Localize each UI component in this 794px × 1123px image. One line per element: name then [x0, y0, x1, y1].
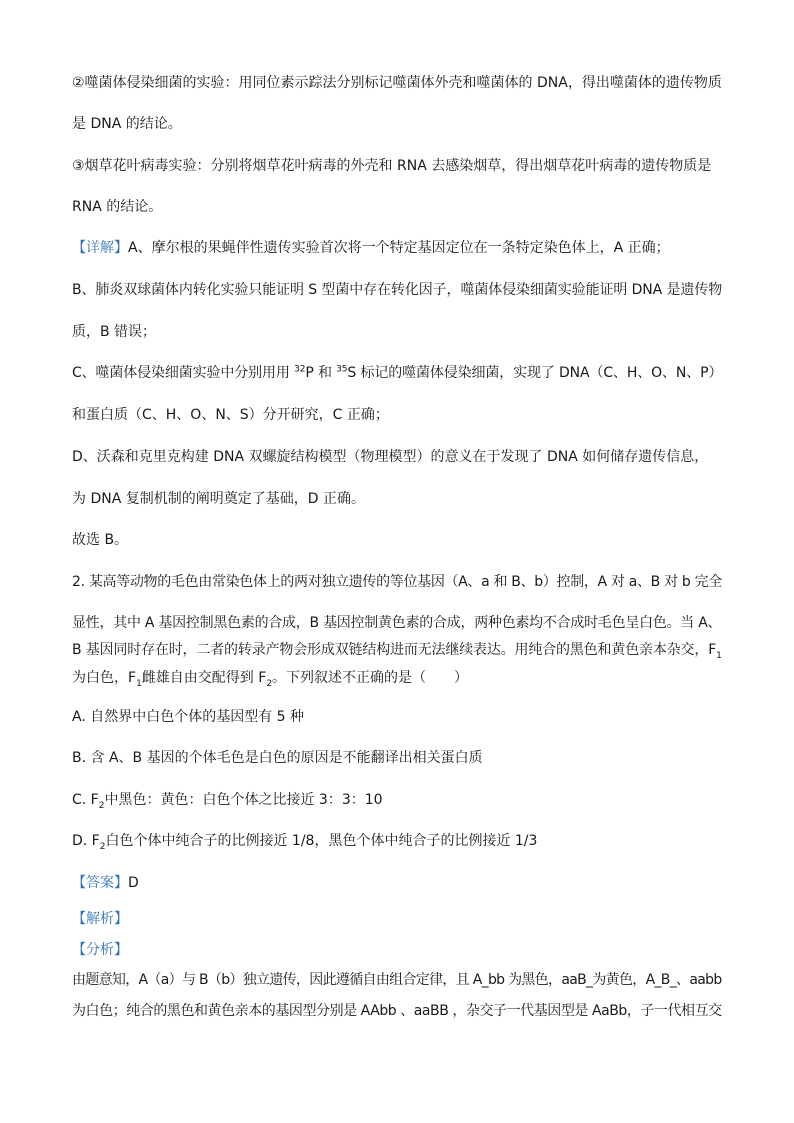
subscript: 1 — [716, 650, 722, 661]
text-line: 是 DNA 的结论。 — [72, 116, 182, 132]
text-line: ②噬菌体侵染细菌的实验：用同位素示踪法分别标记噬菌体外壳和噬菌体的 DNA，得出噬菌体的遗传物质 — [72, 75, 722, 91]
text-span: P 和 — [305, 365, 337, 381]
text-span: S 标记的噬菌体侵染细菌，实现了 DNA（C、H、O、N、P） — [347, 365, 723, 381]
text-span: A、摩尔根的果蝇伴性遗传实验首次将一个特定基因定位在一条特定染色体上，A 正确； — [128, 240, 670, 256]
text-span: C. F — [72, 792, 99, 808]
subscript: 2 — [266, 678, 273, 689]
text-span: 为白色，F — [72, 670, 137, 686]
text-span: 。下列叙述不正确的是（ ） — [272, 670, 469, 686]
option-a: A. 自然界中白色个体的基因型有 5 种 — [72, 709, 305, 725]
option-d — [72, 832, 537, 850]
subscript: 1 — [136, 678, 142, 689]
question-line: 2. 某高等动物的毛色由常染色体上的两对独立遗传的等位基因（A、a 和 B、b）控制，A 对 a、B 对 b 完全 — [72, 574, 722, 590]
text-span: C、噬菌体侵染细菌实验中分别用用 — [72, 365, 295, 381]
subscript: 2 — [98, 800, 105, 811]
superscript: 32 — [294, 364, 306, 375]
superscript: 35 — [336, 364, 348, 375]
question-line — [72, 641, 722, 659]
text-span: 雌雄自由交配得到 F — [141, 670, 267, 686]
detail-label: 【详解】 — [72, 240, 128, 256]
answer-line — [72, 874, 139, 892]
text-span: 白色个体中纯合子的比例接近 1/8，黑色个体中纯合子的比例接近 1/3 — [105, 833, 538, 849]
option-b: B. 含 A、B 基因的个体毛色是白色的原因是不能翻译出相关蛋白质 — [72, 750, 483, 766]
subscript: 2 — [99, 841, 106, 852]
question-line — [72, 669, 468, 687]
detail-line — [72, 239, 670, 257]
text-line: D、沃森和克里克构建 DNA 双螺旋结构模型（物理模型）的意义在于发现了 DNA 如何储存遗传信息， — [72, 449, 709, 465]
text-line: RNA 的结论。 — [72, 199, 163, 215]
question-line: 显性，其中 A 基因控制黑色素的合成，B 基因控制黄色素的合成，两种色素均不合成时毛色呈白色。当 A、 — [72, 615, 722, 631]
text-span: D. F — [72, 833, 100, 849]
answer-value: D — [128, 875, 139, 891]
option-c — [72, 791, 383, 809]
text-line: 故选 B。 — [72, 532, 129, 548]
answer-label: 【答案】 — [72, 875, 128, 891]
text-line: ③烟草花叶病毒实验：分别将烟草花叶病毒的外壳和 RNA 去感染烟草，得出烟草花叶病毒的遗传物质是 — [72, 158, 712, 174]
text-line: B、肺炎双球菌体内转化实验只能证明 S 型菌中存在转化因子，噬菌体侵染细菌实验能证明 DNA 是遗传物 — [72, 282, 723, 298]
analysis-sub-label: 【分析】 — [72, 942, 128, 958]
text-span: B 基因同时存在时，二者的转录产物会形成双链结构进而无法继续表达。用纯合的黑色和黄色亲本杂交，F — [72, 642, 717, 658]
text-line: 由题意知，A（a）与 B（b）独立遗传，因此遵循自由组合定律，且 A_bb 为黑色，aaB_为黄色，A_B_、aabb — [72, 972, 722, 988]
text-line: 为白色；纯合的黑色和黄色亲本的基因型分别是 AAbb 、aaBB ，杂交子一代基因型是 AaBb，子一代相互交 — [72, 1003, 722, 1019]
text-line: 为 DNA 复制机制的阐明奠定了基础，D 正确。 — [72, 491, 365, 507]
text-line — [72, 364, 722, 382]
text-line: 质，B 错误； — [72, 324, 157, 340]
analysis-label: 【解析】 — [72, 911, 128, 927]
text-span: 中黑色：黄色：白色个体之比接近 3：3：10 — [104, 792, 383, 808]
text-line: 和蛋白质（C、H、O、N、S）分开研究，C 正确； — [72, 407, 389, 423]
